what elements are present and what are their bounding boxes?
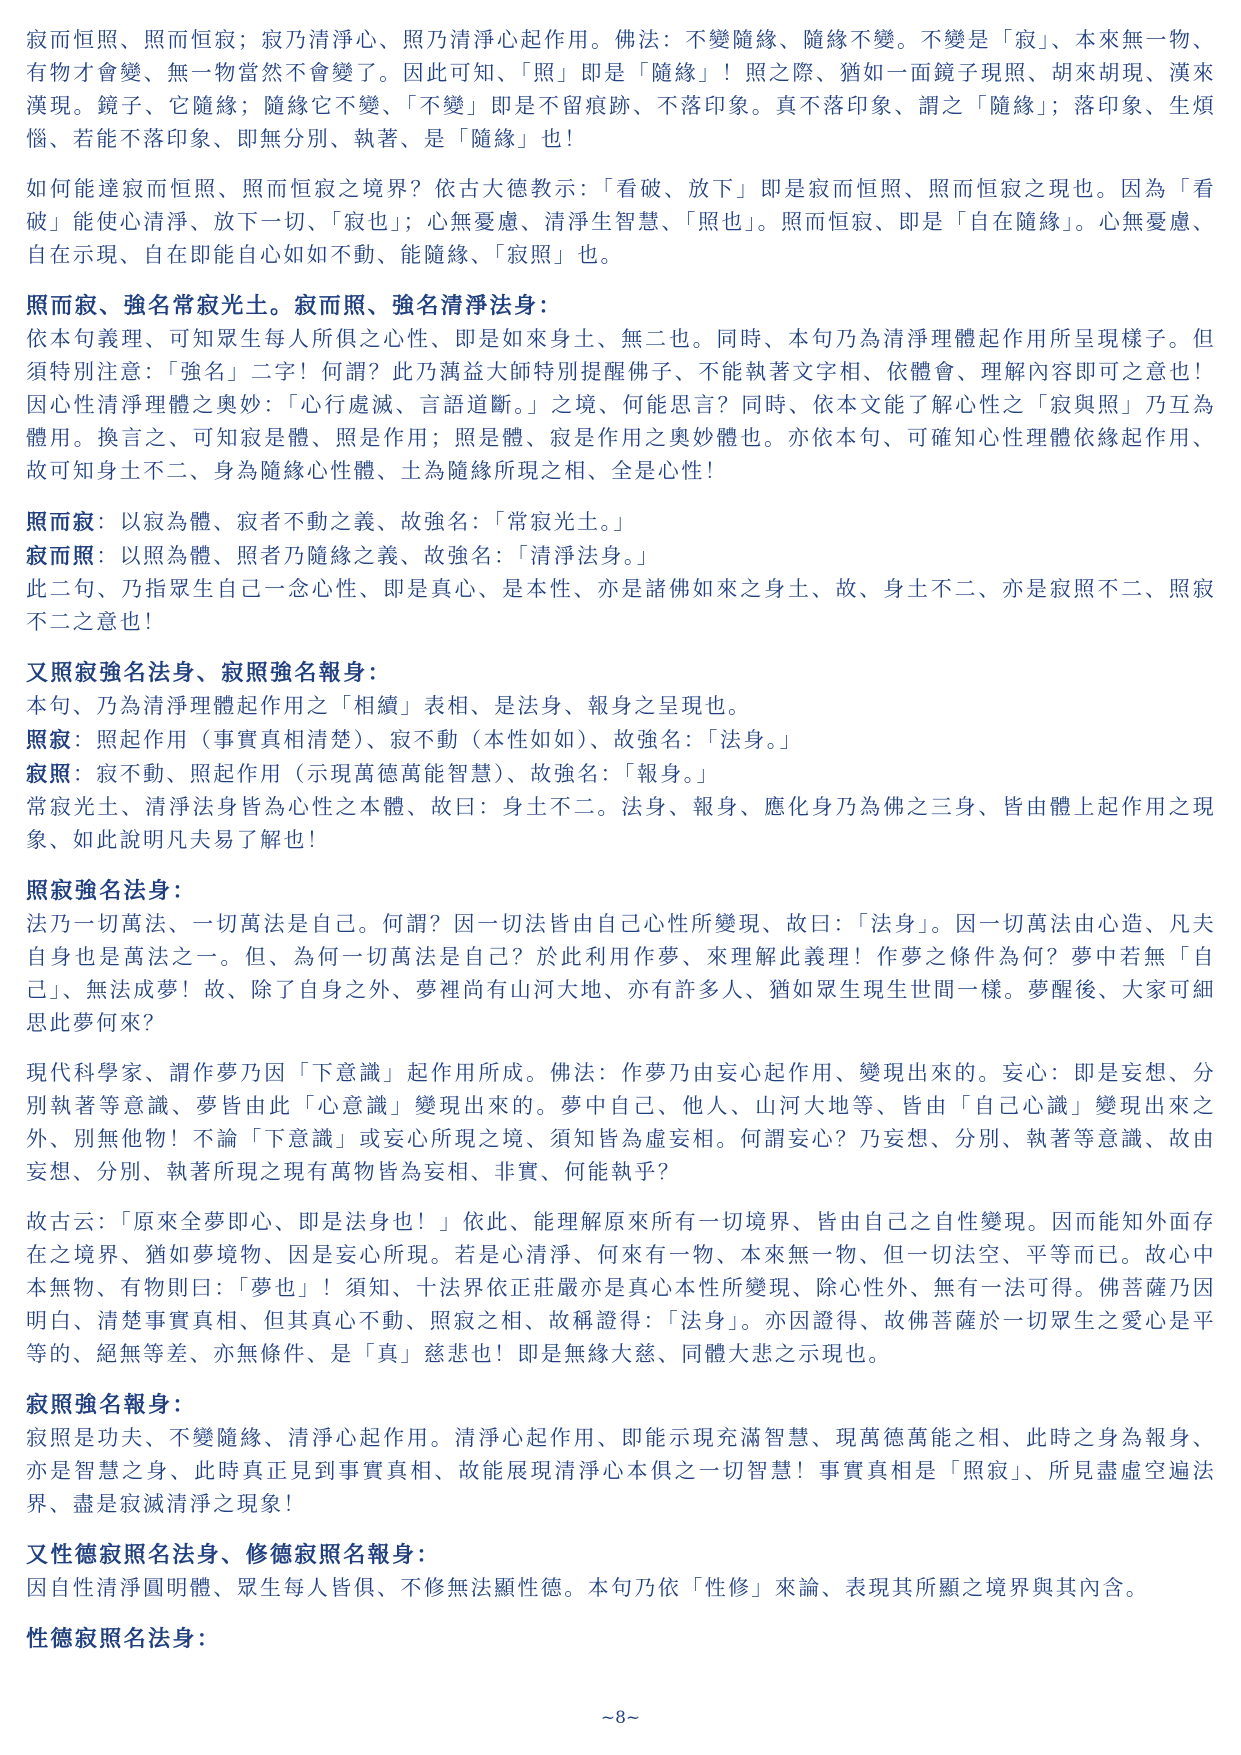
definition-line bbox=[26, 539, 1216, 573]
page-number: ~8~ bbox=[600, 1708, 641, 1728]
paragraph: 現代科學家、謂作夢乃因「下意識」起作用所成。佛法：作夢乃由妄心起作用、變現出來的。妄心：即是妄想、分別執著等意識、夢皆由此「心意識」變現出來的。夢中自己、他人、山河大地等、皆由「自己心識」變現出來之外、別無他物！不論「下意識」或妄心所現之境、須知皆為虛妄相。何謂妄心？乃妄想、分別、執著等意識、故由妄想、分別、執著所現之現有萬物皆為妄相、非實、何能執乎？ bbox=[26, 1061, 1216, 1184]
definition-term: 寂而照 bbox=[26, 543, 97, 568]
definition-term: 寂照 bbox=[26, 761, 73, 786]
definition-text: ：以照為體、照者乃隨緣之義、故強名：「清淨法身。」 bbox=[96, 544, 661, 568]
paragraph: 法乃一切萬法、一切萬法是自己。何謂？因一切法皆由自己心性所變現、故曰：「法身」。因一切萬法由心造、凡夫自身也是萬法之一。但、為何一切萬法是自己？於此利用作夢、來理解此義理！作夢之條件為何？夢中若無「自己」、無法成夢！故、除了自身之外、夢裡尚有山河大地、亦有許多人、猶如眾生現生世間一樣。夢醒後、大家可細思此夢何來？ bbox=[26, 912, 1216, 1035]
section-heading: 又性德寂照名法身、修德寂照名報身： bbox=[26, 1542, 441, 1568]
paragraph: 因自性清淨圓明體、眾生每人皆俱、不修無法顯性德。本句乃依「性修」來論、表現其所顯之境界與其內含。 bbox=[26, 1576, 1150, 1600]
section-heading: 寂照強名報身： bbox=[26, 1392, 197, 1418]
paragraph: 寂而恒照、照而恒寂；寂乃清淨心、照乃清淨心起作用。佛法：不變隨緣、隨緣不變。不變是「寂」、本來無一物、有物才會變、無一物當然不會變了。因此可知、「照」即是「隨緣」！照之際、猶如一面鏡子現照、胡來胡現、漢來漢現。鏡子、它隨緣；隨緣它不變、「不變」即是不留痕跡、不落印象。真不落印象、謂之「隨緣」；落印象、生煩惱、若能不落印象、即無分別、執著、是「隨緣」也！ bbox=[26, 28, 1216, 151]
paragraph: 如何能達寂而恒照、照而恒寂之境界？依古大德教示：「看破、放下」即是寂而恒照、照而恒寂之現也。因為「看破」能使心清淨、放下一切、「寂也」；心無憂慮、清淨生智慧、「照也」。照而恒寂、即是「自在隨緣」。心無憂慮、自在示現、自在即能自心如如不動、能隨緣、「寂照」也。 bbox=[26, 177, 1216, 267]
definition-text: ：以寂為體、寂者不動之義、故強名：「常寂光土。」 bbox=[96, 510, 637, 534]
definition-line bbox=[26, 757, 1216, 791]
paragraph: 常寂光土、清淨法身皆為心性之本體、故曰：身土不二。法身、報身、應化身乃為佛之三身、皆由體上起作用之現象、如此說明凡夫易了解也！ bbox=[26, 795, 1216, 852]
paragraph: 寂照是功夫、不變隨緣、清淨心起作用。清淨心起作用、即能示現充滿智慧、現萬德萬能之相、此時之身為報身、亦是智慧之身、此時真正見到事實真相、故能展現清淨心本俱之一切智慧！事實真相是「照寂」、所見盡虛空遍法界、盡是寂滅清淨之現象！ bbox=[26, 1426, 1216, 1516]
definition-text: ：寂不動、照起作用（示現萬德萬能智慧）、故強名：「報身。」 bbox=[72, 762, 720, 786]
section-heading: 性德寂照名法身： bbox=[26, 1626, 222, 1652]
paragraph: 故古云：「原來全夢即心、即是法身也！」依此、能理解原來所有一切境界、皆由自己之自性變現。因而能知外面存在之境界、猶如夢境物、因是妄心所現。若是心清淨、何來有一物、本來無一物、但一切法空、平等而已。故心中本無物、有物則曰：「夢也」！須知、十法界依正莊嚴亦是真心本性所變現、除心性外、無有一法可得。佛菩薩乃因明白、清楚事實真相、但其真心不動、照寂之相、故稱證得：「法身」。亦因證得、故佛菩薩於一切眾生之愛心是平等的、絕無等差、亦無條件、是「真」慈悲也！即是無緣大慈、同體大悲之示現也。 bbox=[26, 1210, 1216, 1366]
definition-line bbox=[26, 723, 1216, 757]
paragraph: 此二句、乃指眾生自己一念心性、即是真心、是本性、亦是諸佛如來之身土、故、身土不二、亦是寂照不二、照寂不二之意也！ bbox=[26, 577, 1216, 634]
section-heading: 照而寂、強名常寂光土。寂而照、強名清淨法身： bbox=[26, 293, 563, 319]
section-heading: 又照寂強名法身、寂照強名報身： bbox=[26, 660, 393, 686]
definition-text: ：照起作用（事實真相清楚）、寂不動（本性如如）、故強名：「法身。」 bbox=[72, 728, 804, 752]
document-page bbox=[26, 24, 1216, 1656]
paragraph: 依本句義理、可知眾生每人所俱之心性、即是如來身土、無二也。同時、本句乃為清淨理體起作用所呈現樣子。但須特別注意：「強名」二字！何謂？此乃蕅益大師特別提醒佛子、不能執著文字相、依體會、理解內容即可之意也！因心性清淨理體之奧妙：「心行處滅、言語道斷。」之境、何能思言？同時、依本文能了解心性之「寂與照」乃互為體用。換言之、可知寂是體、照是作用；照是體、寂是作用之奧妙體也。亦依本句、可確知心性理體依緣起作用、故可知身土不二、身為隨緣心性體、土為隨緣所現之相、全是心性！ bbox=[26, 327, 1216, 483]
definition-term: 照而寂 bbox=[26, 509, 97, 534]
paragraph: 本句、乃為清淨理體起作用之「相續」表相、是法身、報身之呈現也。 bbox=[26, 694, 752, 718]
definition-term: 照寂 bbox=[26, 727, 73, 752]
definition-line bbox=[26, 505, 1216, 539]
section-heading: 照寂強名法身： bbox=[26, 878, 197, 904]
